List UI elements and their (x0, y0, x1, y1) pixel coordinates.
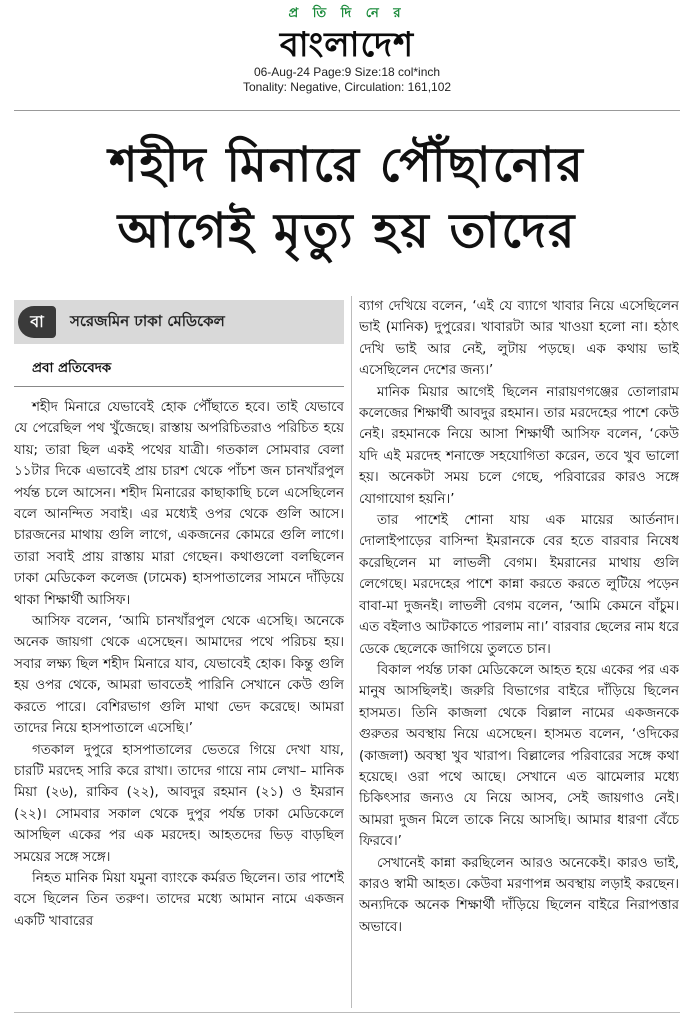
bottom-divider (14, 1012, 680, 1013)
headline-line-1: শহীদ মিনারে পৌঁছানোর (109, 137, 585, 193)
paragraph: আসিফ বলেন, ‘আমি চানখাঁরপুল থেকে এসেছি। অনেকে অনেক জায়গা থেকে এসেছেন। আমাদের পথে পরিচয় হয়। সবার লক্ষ্য ছিল শহীদ মিনারে যাব, যেভাবেই হোক। কিন্তু গুলি হয় ওপর থেকে, আমরা ভাবতেই পারিনি সেখানে কেউ গুলি করতে পারে। বেশিরভাগ গুলি মাথা ভেদ করেছে। আমরা তাদের নিয়ে হাসপাতালে এসেছি।’ (14, 614, 344, 737)
right-column (359, 296, 679, 938)
section-tag (14, 300, 344, 344)
paragraph: গতকাল দুপুরে হাসপাতালের ভেতরে গিয়ে দেখা যায়, চারটি মরদেহ সারি করে রাখা। তাদের গায়ে নাম লেখা– মানিক মিয়া (২৬), রাকিব (২২), আবদুর রহমান (২১) ও ইমরান (২২)। সোমবার সকাল থেকে দুপুর পর্যন্ত ঢাকা মেডিকেলে আসছিল একের পর এক মরদেহ। আহতদের ভিড় বাড়ছিল সময়ের সঙ্গে সঙ্গে। (14, 742, 344, 865)
paragraph: নিহত মানিক মিয়া যমুনা ব্যাংকে কর্মরত ছিলেন। তার পাশেই বসে ছিলেন তিন তরুণ। তাদের মধ্যে আমান নামে একজন একটি খাবারের (14, 870, 344, 929)
masthead-kicker: প্র তি দি নে র (288, 6, 406, 21)
byline: প্রবা প্রতিবেদক (14, 358, 344, 387)
paragraph: তার পাশেই শোনা যায় এক মায়ের আর্তনাদ। দোলাইপাড়ের বাসিন্দা ইমরানকে বের হতে বারবার নিষেধ করেছিলেন মা লাভলী বেগম। ইমরানের মাথায় গুলি লেগেছে। মরদেহের পাশে কান্না করতে করতে লুটিয়ে পড়েন বাবা-মা দুজনই। লাভলী বেগম বলেন, ‘আমি কেমনে বাঁচুম। এত বইলাও আটকাতে পারলাম না।’ বারবার ছেলের নাম ধরে ডেকে ছেলেকে জাগিয়ে তুলতে চান। (359, 513, 679, 657)
clip-meta-line-1: 06-Aug-24 Page:9 Size:18 col*inch (253, 65, 441, 79)
paragraph: ব্যাগ দেখিয়ে বলেন, ‘এই যে ব্যাগে খাবার নিয়ে এসেছিলেন ভাই (মানিক) দুপুরের। খাবারটা আর খাওয়া হলো না। হঠাৎ দেখি ভাই আর নেই, লুটায় পড়ছে। এক কথায় ভাই এসেছিলেন দেশের জন্য।’ (359, 299, 679, 379)
headline-line-2: আগেই মৃত্যু হয় তাদের (117, 203, 577, 259)
paragraph: বিকাল পর্যন্ত ঢাকা মেডিকেলে আহত হয়ে একের পর এক মানুষ আসছিলই। জরুরি বিভাগের বাইরে দাঁড়িয়ে ছিলেন হাসমত। তিনি কাজলা থেকে বিল্লাল নামের একজনকে গুরুতর অবস্থায় নিয়ে এসেছেন। হাসমত বলেন, ‘ওদিকের (কাজলা) অবস্থা খুব খারাপ। বিল্লালের পরিবারের সঙ্গে কথা হয়েছে। ওরা পথে আছে। সেখানে এত ঝামেলার মধ্যে চিকিৎসার জন্যও যে নিয়ে আসব, সেই জায়গাও নেই। আমরা দুজন মিলে তাকে নিয়ে আসছি। আমার ধারণা বেঁচে ফিরবে।’ (359, 662, 679, 850)
column-divider (351, 296, 352, 1008)
article-headline (0, 132, 694, 264)
paragraph: মানিক মিয়ার আগেই ছিলেন নারায়ণগঞ্জের তোলারাম কলেজের শিক্ষার্থী আবদুর রহমান। তার মরদেহের পাশে কেউ নেই। রহমানকে নিয়ে আসা শিক্ষার্থী আসিফ বলেন, ‘কেউ যদি এই মরদেহ শনাক্তে সহযোগিতা করেন, তবে খুব ভালো হয়। অনেকটা সময় চলে গেছে, পরিবারের কারও সঙ্গে যোগাযোগ হয়নি।’ (359, 384, 679, 507)
section-tag-label: সরেজমিন ঢাকা মেডিকেল (70, 312, 225, 331)
masthead-divider (14, 110, 680, 111)
newspaper-masthead (0, 4, 694, 95)
paragraph: শহীদ মিনারে যেভাবেই হোক পৌঁছাতে হবে। তাই যেভাবে যে পেরেছিল পথ খুঁজেছে। রাস্তায় অপরিচিতরাও পরিচিত হয়ে যায়; তারা ছিল একই পথের যাত্রী। গতকাল সোমবার বেলা ১১টার দিকে এভাবেই প্রায় চারশ থেকে পাঁচশ জন চানখাঁরপুল পর্যন্ত চলে আসেন। শহীদ মিনারের কাছাকাছি চলে এসেছিলেন বলে আনন্দিত সবাই। এর মধ্যেই ওপর থেকে গুলি আসে। চারজনের মাথায় গুলি লাগে, একজনের কোমরে গুলি লাগে। তারা সবাই প্রায় রাস্তায় মারা গেছেন। কথাগুলো বলছিলেন ঢাকা মেডিকেল কলেজ (ঢামেক) হাসপাতালের সামনে দাঁড়িয়ে থাকা শিক্ষার্থী আসিফ। (14, 400, 344, 608)
left-column (14, 300, 344, 932)
section-tag-badge: বা (18, 306, 56, 338)
paragraph: সেখানেই কান্না করছিলেন আরও অনেকেই। কারও ভাই, কারও স্বামী আহত। কেউবা মরণাপন্ন অবস্থায় লড়াই করছেন। অন্যদিকে অনেক শিক্ষার্থী দাঁড়িয়ে ছিলেন বাইরে নিরাপত্তার অভাবে। (359, 855, 679, 935)
clip-meta-line-2: Tonality: Negative, Circulation: 161,102 (242, 80, 452, 94)
masthead-name: বাংলাদেশ (279, 25, 415, 65)
